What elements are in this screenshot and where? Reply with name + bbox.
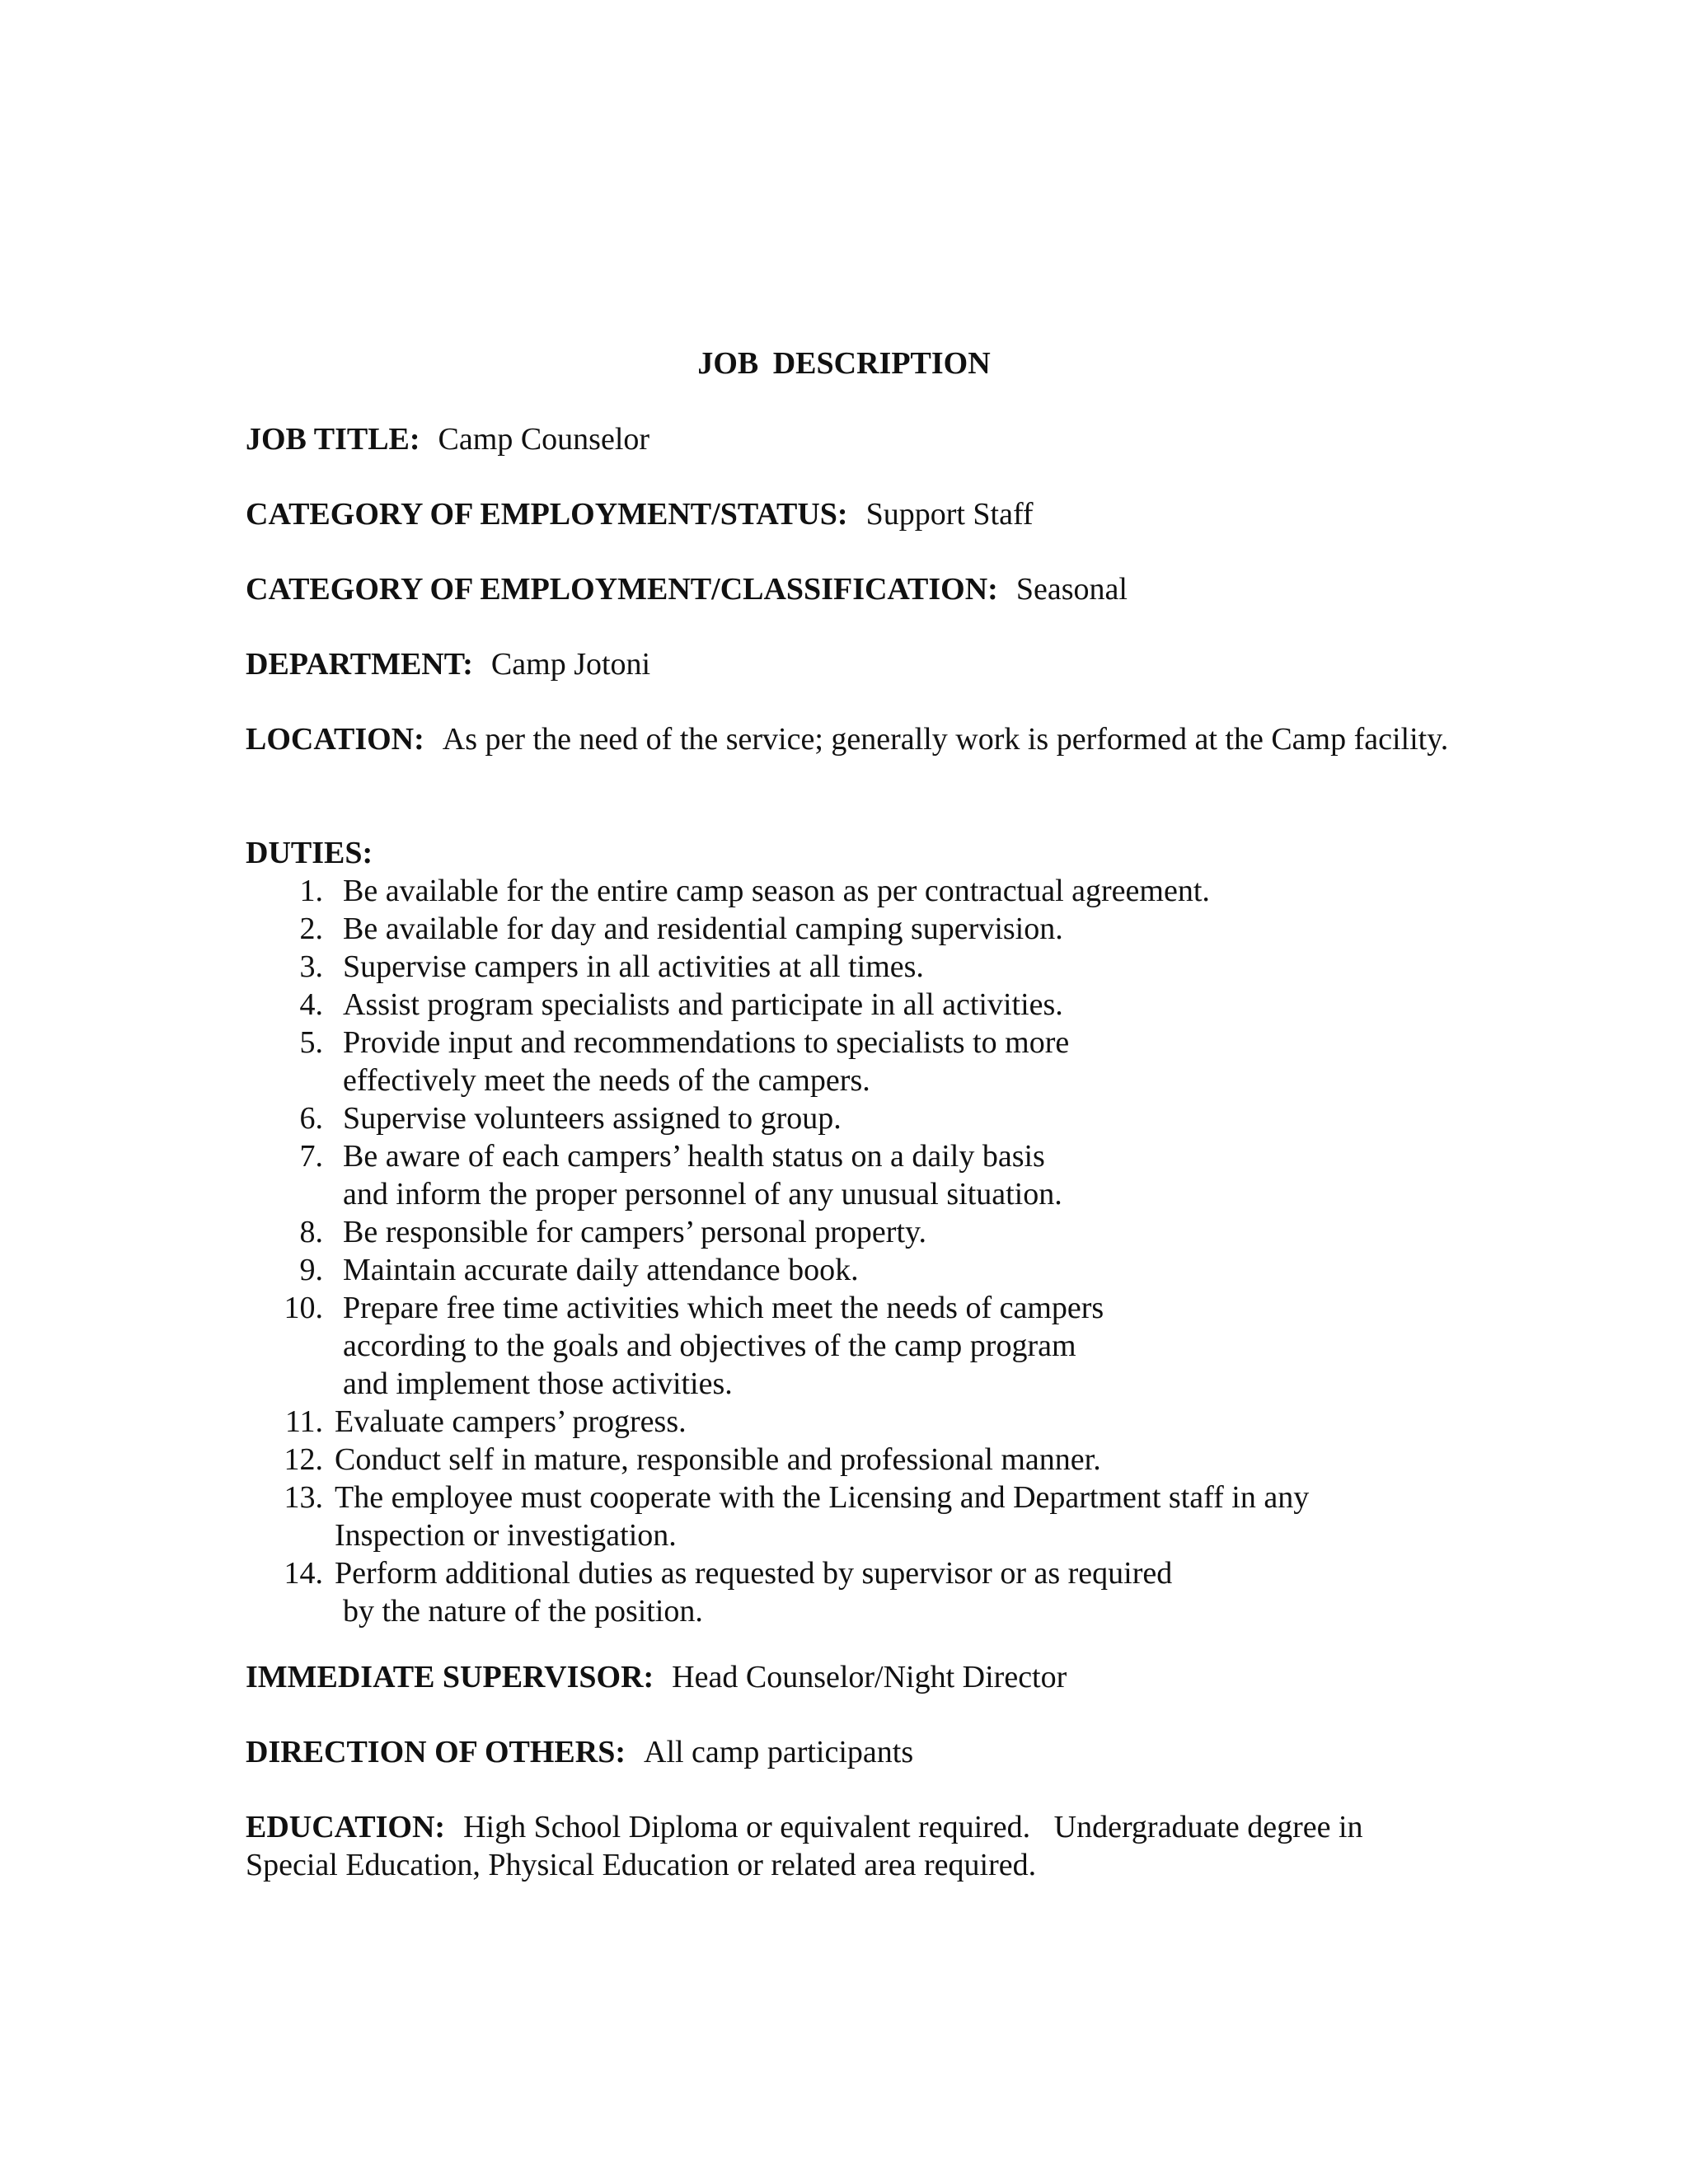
duty-number: 2. — [299, 912, 323, 946]
duty-text: Be available for day and residential camping supervision. — [343, 912, 1063, 946]
field-direction-of-others — [246, 1733, 1449, 1771]
duty-item — [246, 948, 1449, 986]
field-value: Camp Jotoni — [490, 647, 651, 682]
duty-item — [246, 1024, 1449, 1099]
duty-number: 4. — [299, 987, 323, 1022]
duty-item — [246, 1441, 1449, 1479]
document-title: JOB DESCRIPTION — [697, 346, 991, 381]
duty-text: Supervise volunteers assigned to group. — [343, 1101, 842, 1136]
duty-text: Prepare free time activities which meet the needs of campers — [343, 1291, 1104, 1325]
duty-number: 1. — [299, 874, 323, 908]
duty-number: 14. — [284, 1556, 323, 1591]
field-value: Support Staff — [865, 497, 1034, 532]
duty-item — [246, 1213, 1449, 1251]
duty-text-continued: according to the goals and objectives of the camp program — [343, 1329, 1076, 1363]
duty-item — [246, 1289, 1449, 1403]
field-value: All camp participants — [644, 1735, 914, 1769]
duty-item — [246, 1251, 1449, 1289]
duty-number: 9. — [299, 1253, 323, 1287]
duty-number: 11. — [284, 1404, 323, 1439]
field-label: CATEGORY OF EMPLOYMENT/STATUS: — [246, 497, 848, 532]
duty-text: The employee must cooperate with the Licensing and Department staff in any — [335, 1480, 1310, 1515]
duty-number: 12. — [284, 1442, 323, 1477]
field-value: Seasonal — [1015, 572, 1128, 607]
field-label: JOB TITLE: — [246, 422, 420, 457]
duty-item — [246, 1099, 1449, 1137]
duty-item — [246, 910, 1449, 948]
duties-list — [246, 872, 1449, 1630]
field-label: LOCATION: — [246, 722, 424, 757]
field-education — [246, 1808, 1449, 1884]
field-employment-classification — [246, 570, 1449, 608]
duty-item — [246, 1554, 1449, 1630]
field-department — [246, 645, 1449, 683]
duty-text: Be responsible for campers’ personal property. — [343, 1215, 927, 1249]
field-job-title — [246, 420, 1449, 458]
duty-item — [246, 1403, 1449, 1441]
duty-text: Perform additional duties as requested by supervisor or as required — [335, 1556, 1173, 1591]
field-employment-status — [246, 495, 1449, 533]
field-label: IMMEDIATE SUPERVISOR: — [246, 1660, 654, 1694]
field-label: EDUCATION: — [246, 1810, 446, 1844]
duty-number: 6. — [299, 1101, 323, 1136]
field-immediate-supervisor — [246, 1658, 1449, 1696]
field-value: As per the need of the service; generally work is performed at the Camp facility. — [442, 722, 1449, 757]
duty-text: Assist program specialists and participate in all activities. — [343, 987, 1063, 1022]
field-value: Head Counselor/Night Director — [672, 1660, 1067, 1694]
duty-text: Maintain accurate daily attendance book. — [343, 1253, 859, 1287]
duty-number: 10. — [284, 1291, 323, 1325]
field-value: Camp Counselor — [438, 422, 650, 457]
duty-number: 8. — [299, 1215, 323, 1249]
field-label: CATEGORY OF EMPLOYMENT/CLASSIFICATION: — [246, 572, 998, 607]
duty-item — [246, 986, 1449, 1024]
duty-text-continued: effectively meet the needs of the campers. — [343, 1063, 870, 1098]
duty-item — [246, 872, 1449, 910]
duty-text: Be aware of each campers’ health status on a daily basis — [343, 1139, 1045, 1174]
duty-item — [246, 1479, 1449, 1554]
duty-number: 13. — [284, 1480, 323, 1515]
duties-heading: DUTIES: — [246, 836, 373, 870]
duty-text-continued: by the nature of the position. — [343, 1594, 703, 1629]
field-value: High School Diploma or equivalent required. Undergraduate degree in Special Education, Physical Education or related area required. — [246, 1810, 1372, 1882]
duty-text-continued: and inform the proper personnel of any unusual situation. — [343, 1177, 1062, 1212]
duty-text: Evaluate campers’ progress. — [335, 1404, 687, 1439]
duty-text: Supervise campers in all activities at all times. — [343, 949, 924, 984]
duty-text: Be available for the entire camp season as per contractual agreement. — [343, 874, 1210, 908]
duty-text: Provide input and recommendations to specialists to more — [343, 1025, 1070, 1060]
duty-item — [246, 1137, 1449, 1213]
field-location — [246, 720, 1449, 758]
duty-text-continued: Inspection or investigation. — [335, 1518, 677, 1553]
duty-number: 5. — [299, 1025, 323, 1060]
field-label: DEPARTMENT: — [246, 647, 473, 682]
duty-text: Conduct self in mature, responsible and professional manner. — [335, 1442, 1101, 1477]
field-label: DIRECTION OF OTHERS: — [246, 1735, 626, 1769]
duty-text-continued: and implement those activities. — [343, 1366, 733, 1401]
duty-number: 3. — [299, 949, 323, 984]
duty-number: 7. — [299, 1139, 323, 1174]
